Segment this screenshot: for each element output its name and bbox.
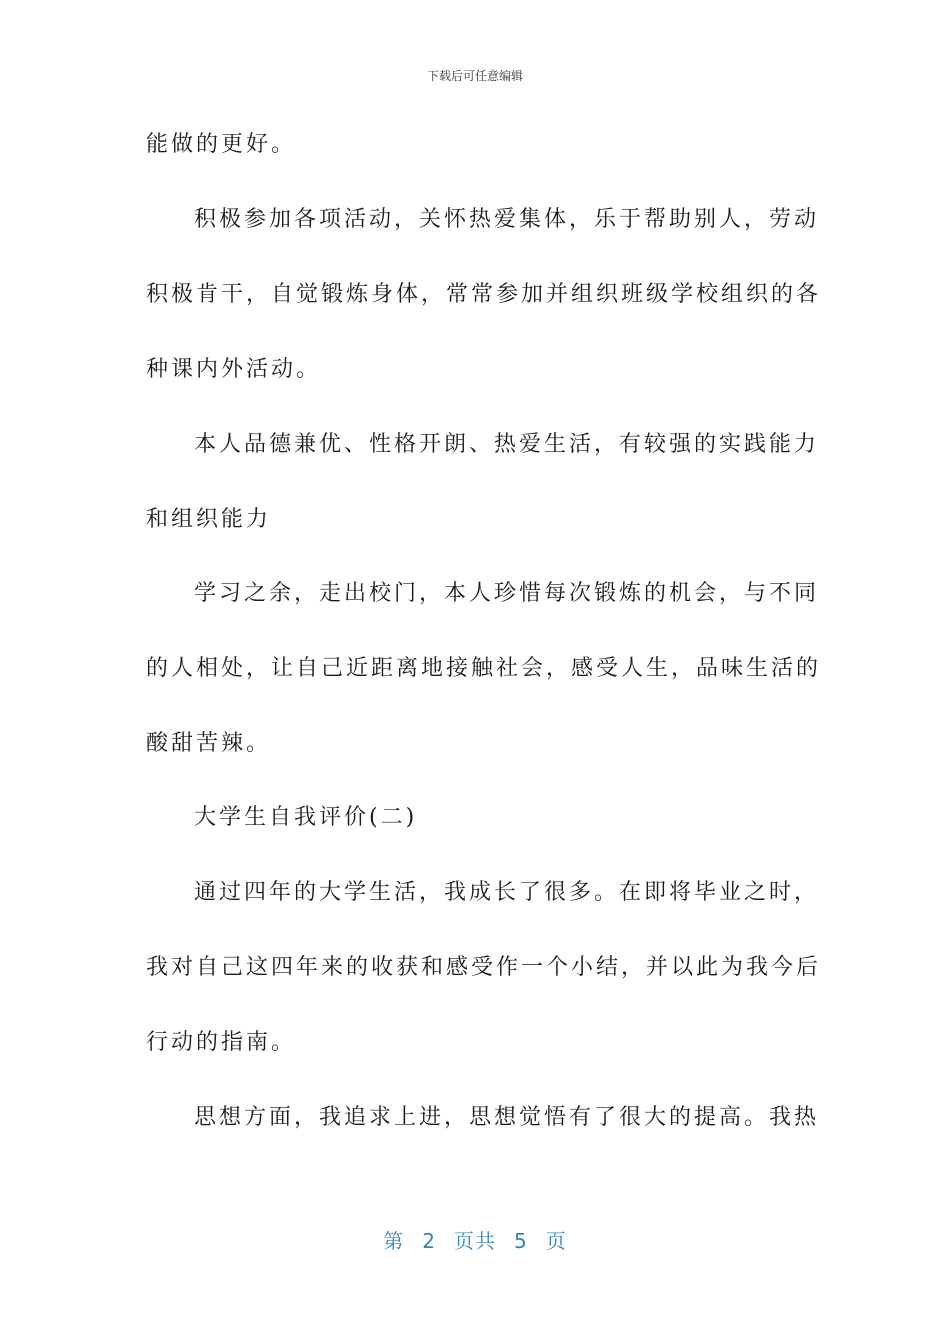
footer-current-page: 2 xyxy=(422,1229,436,1253)
text-line: 思想方面，我追求上进，思想觉悟有了很大的提高。我热 xyxy=(194,1105,820,1130)
text-line: 积极肯干，自觉锻炼身体，常常参加并组织班级学校组织的各 xyxy=(146,282,822,307)
text-line: 学习之余，走出校门，本人珍惜每次锻炼的机会，与不同 xyxy=(194,581,820,606)
text-line: 行动的指南。 xyxy=(146,1030,297,1055)
text-line: 的人相处，让自己近距离地接触社会，感受人生，品味生活的 xyxy=(146,656,822,681)
text-line: 本人品德兼优、性格开朗、热爱生活，有较强的实践能力 xyxy=(194,432,820,457)
footer-middle: 页共 xyxy=(454,1229,496,1253)
section-heading: 大学生自我评价(二) xyxy=(194,805,418,830)
footer-total-pages: 5 xyxy=(514,1229,528,1253)
text-line: 能做的更好。 xyxy=(146,132,297,157)
text-line: 和组织能力 xyxy=(146,507,272,532)
page-number-footer xyxy=(0,1225,950,1254)
text-line: 种课内外活动。 xyxy=(146,357,322,382)
page-header-note: 下载后可任意编辑 xyxy=(426,69,523,83)
text-line: 积极参加各项活动，关怀热爱集体，乐于帮助别人，劳动 xyxy=(194,207,820,232)
text-line: 酸甜苦辣。 xyxy=(146,731,272,756)
footer-suffix: 页 xyxy=(545,1229,567,1253)
text-line: 通过四年的大学生活，我成长了很多。在即将毕业之时， xyxy=(194,880,820,905)
text-line: 我对自己这四年来的收获和感受作一个小结，并以此为我今后 xyxy=(146,955,822,980)
footer-prefix: 第 xyxy=(383,1229,405,1253)
